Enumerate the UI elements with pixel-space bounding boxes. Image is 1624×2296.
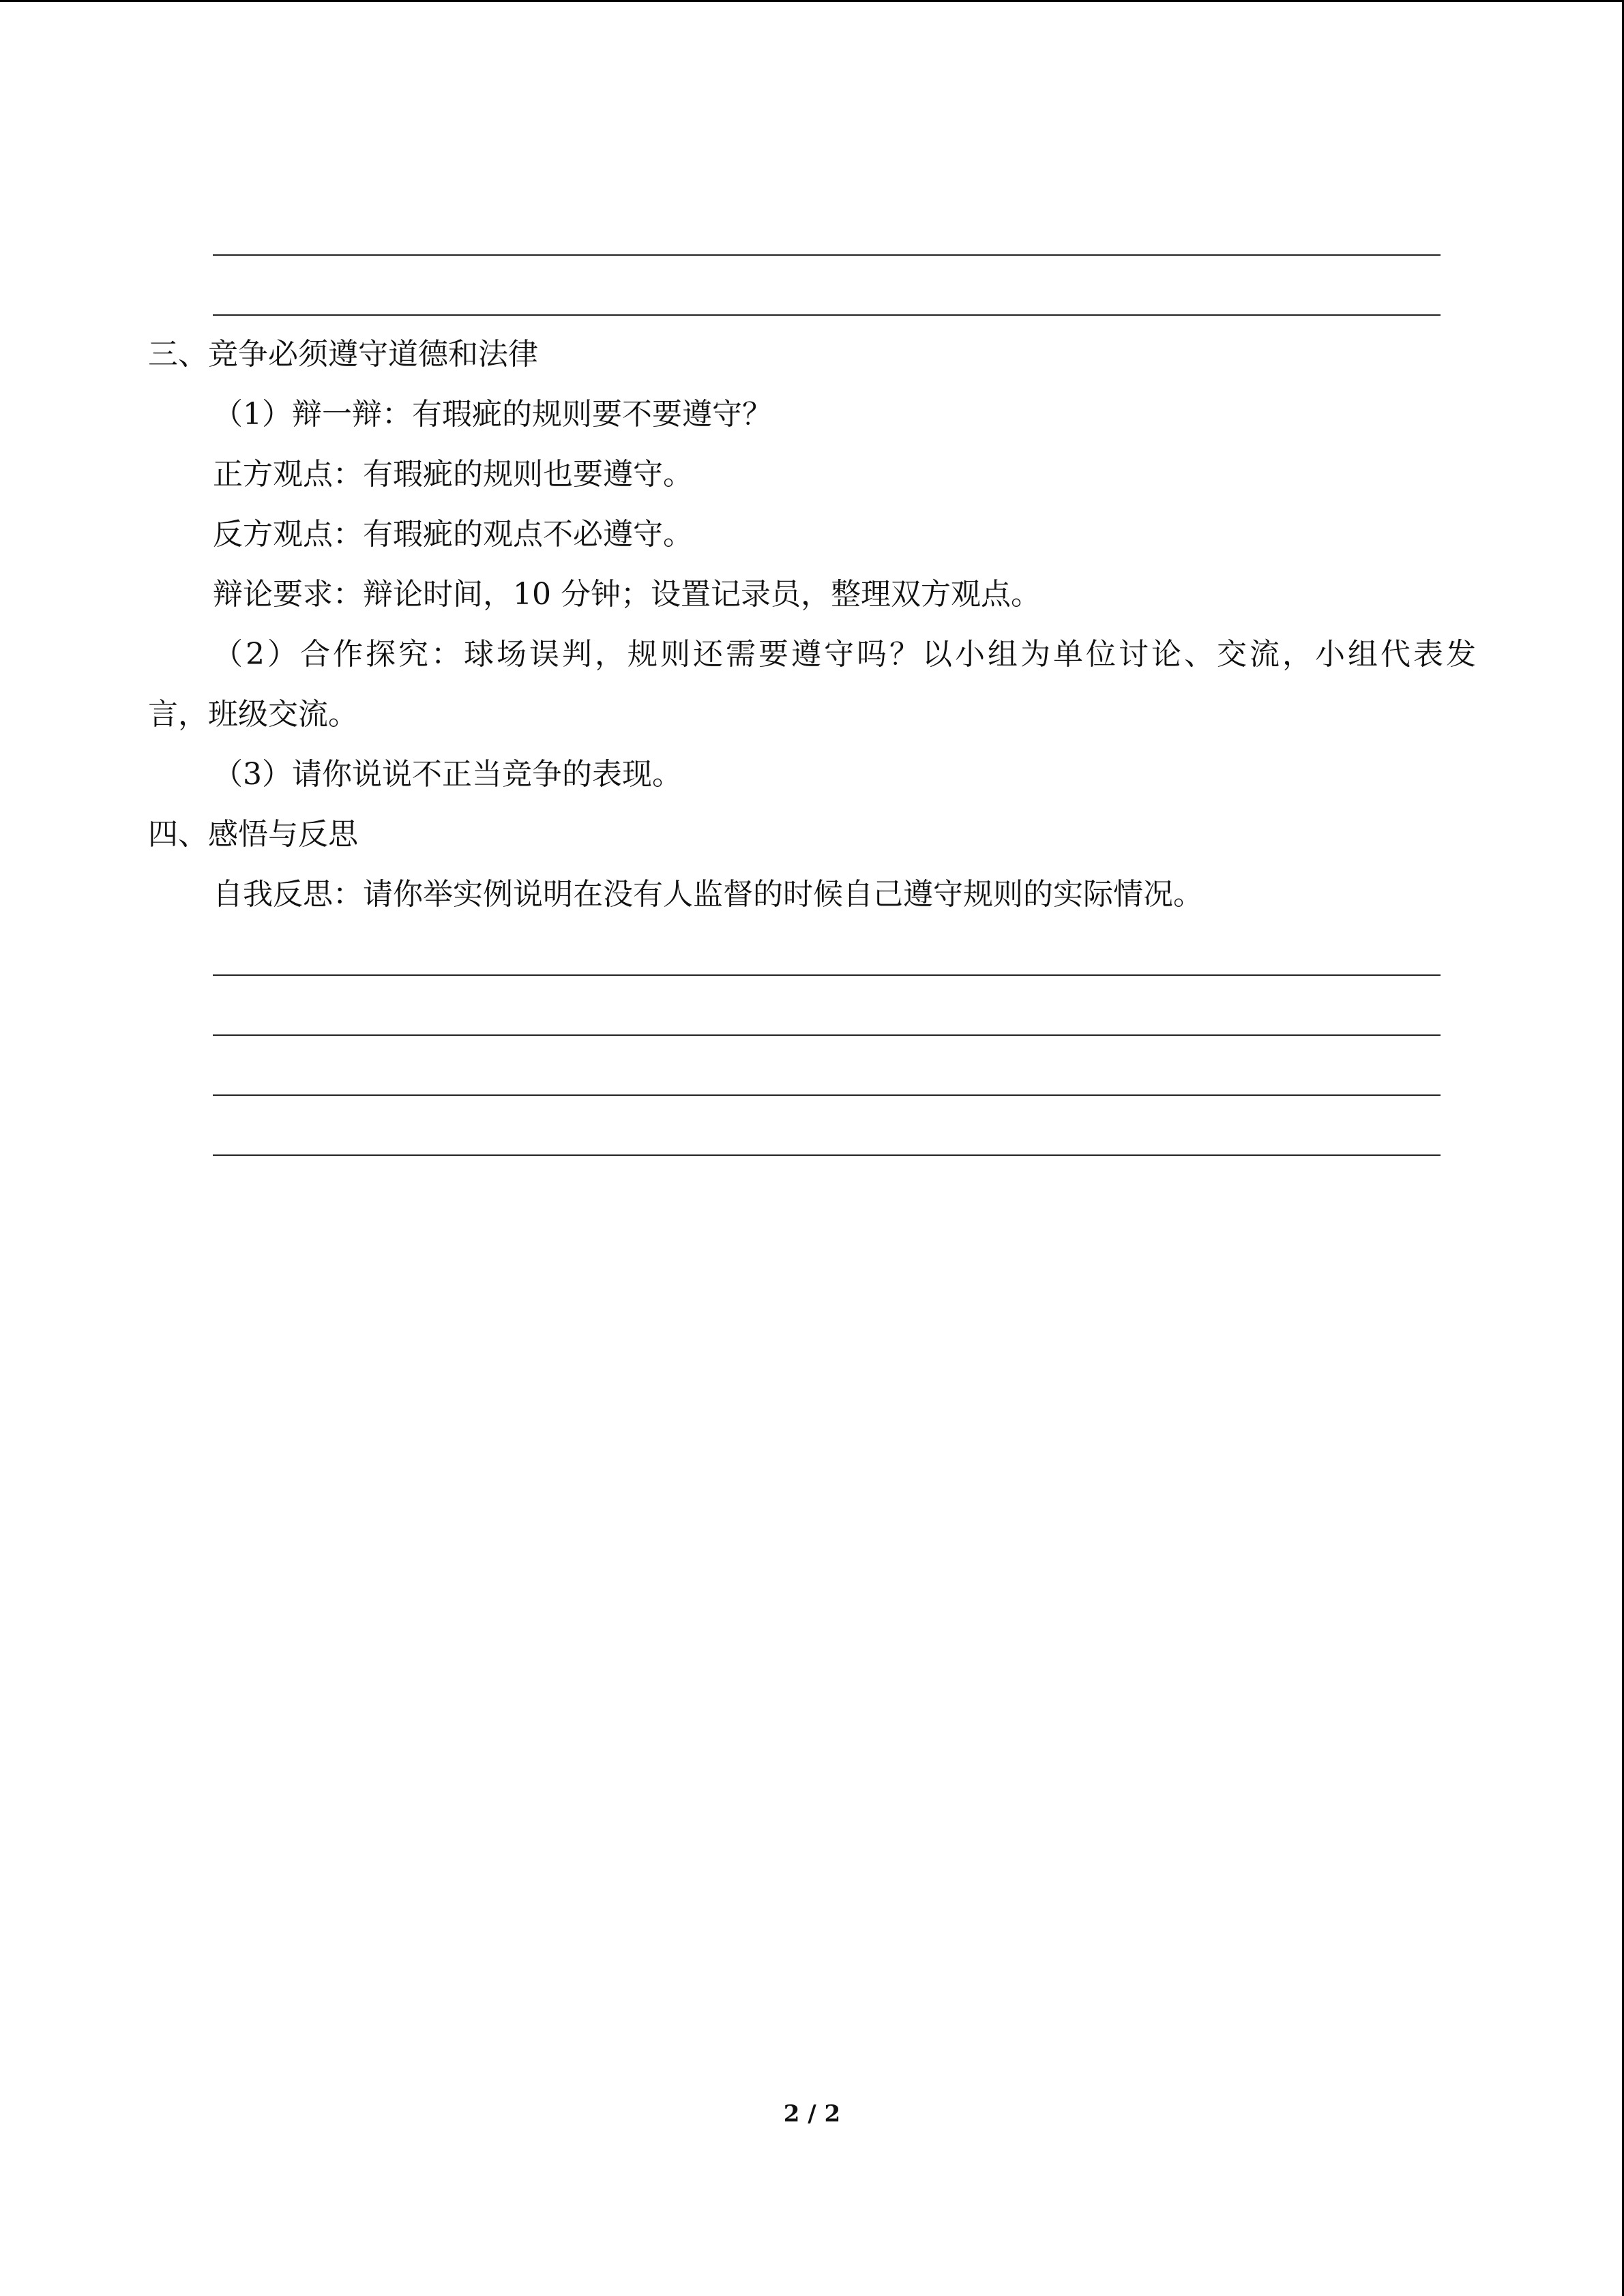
self-reflection-prompt: 自我反思：请你举实例说明在没有人监督的时候自己遵守规则的实际情况。 (213, 877, 1203, 912)
con-viewpoint: 反方观点：有瑕疵的观点不必遵守。 (213, 517, 693, 552)
answer-line[interactable] (213, 314, 1441, 316)
answer-line[interactable] (213, 1034, 1441, 1036)
answer-line[interactable] (213, 1094, 1441, 1096)
section-3-heading: 三、竞争必须遵守道德和法律 (148, 337, 538, 372)
pro-viewpoint: 正方观点：有瑕疵的规则也要遵守。 (213, 457, 693, 492)
answer-line[interactable] (213, 254, 1441, 256)
answer-line[interactable] (213, 974, 1441, 976)
cooperative-inquiry-line-1: （2）合作探究：球场误判，规则还需要遵守吗？以小组为单位讨论、交流，小组代表发 (213, 637, 1476, 672)
page-border-top (0, 0, 1624, 2)
cooperative-inquiry-line-2: 言，班级交流。 (148, 697, 358, 732)
answer-line[interactable] (213, 1154, 1441, 1156)
page-number: 2 / 2 (783, 2100, 841, 2128)
debate-requirement: 辩论要求：辩论时间，10 分钟；设置记录员，整理双方观点。 (213, 577, 1041, 612)
unfair-competition-question: （3）请你说说不正当竞争的表现。 (213, 757, 682, 792)
debate-question: （1）辩一辩：有瑕疵的规则要不要遵守？ (213, 397, 772, 432)
section-4-heading: 四、感悟与反思 (148, 817, 358, 852)
